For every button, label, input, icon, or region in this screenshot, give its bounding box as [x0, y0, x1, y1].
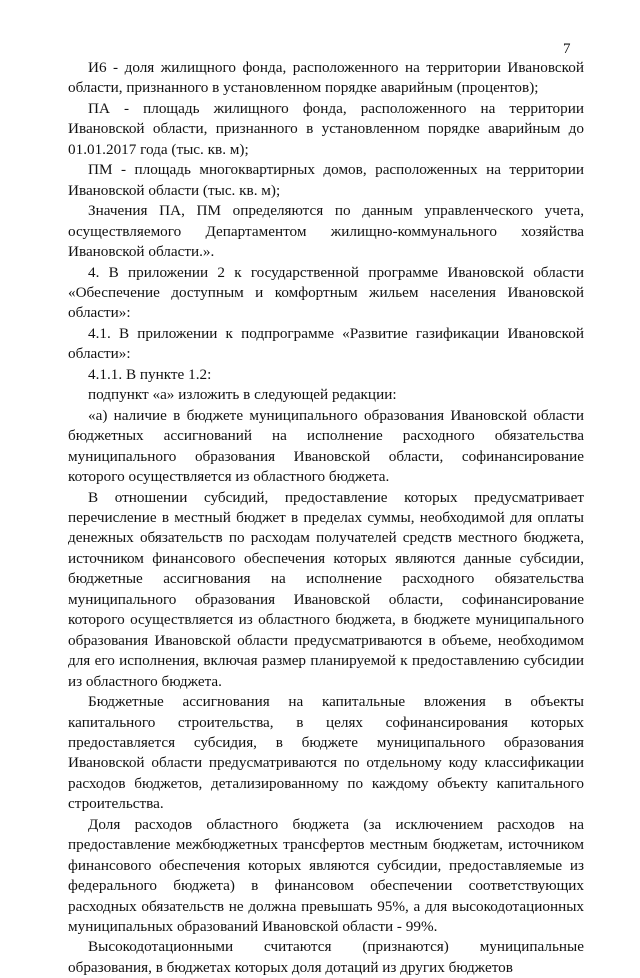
page-number: 7 [563, 41, 571, 57]
paragraph-i6-definition: И6 - доля жилищного фонда, расположенного на территории Ивановской области, признанного в установленном порядке аварийным (процентов); [68, 59, 584, 97]
paragraph-values-source: Значения ПА, ПМ определяются по данным управленческого учета, осуществляемого Департаментом жилищно-коммунального хозяйства Ивановской области.». [68, 202, 584, 261]
paragraph-pm-definition: ПМ - площадь многоквартирных домов, расположенных на территории Ивановской области (тыс. кв. м); [68, 161, 584, 199]
paragraph-capital-investments: Бюджетные ассигнования на капитальные вложения в объекты капитального строительства, в целях софинансирования которых предоставляется субсидия, в бюджете муниципального образования Ивановской области предусматриваются по отдельному коду классификации расходов бюджетов, детализированному по каждому объекту капитального строительства. [68, 693, 584, 813]
paragraph-item-4-1-1: 4.1.1. В пункте 1.2: [88, 365, 212, 383]
paragraph-subsidies: В отношении субсидий, предоставление которых предусматривает перечисление в местный бюджет в пределах суммы, необходимой для оплаты денежных обязательств по расходам получателей средств местного бюджета, источником финансового обеспечения которых являются данные субсидии, бюджетные ассигнования на исполнение расходного обязательства муниципального образования Ивановской области, софинансирование которого осуществляется из областного бюджета, в бюджете муниципального образования Ивановской области предусматриваются в объеме, необходимом для его исполнения, включая размер планируемой к предоставлению субсидии из областного бюджета. [68, 488, 584, 690]
paragraph-pa-definition: ПА - площадь жилищного фонда, расположенного на территории Ивановской области, признанного в установленном порядке аварийным до 01.01.2017 года (тыс. кв. м); [68, 99, 584, 158]
paragraph-item-4-1: 4.1. В приложении к подпрограмме «Развитие газификации Ивановской области»: [68, 324, 584, 363]
paragraph-subitem-a: «а) наличие в бюджете муниципального образования Ивановской области бюджетных ассигнований на исполнение расходного обязательства муниципального образования Ивановской области, софинансирование которого осуществляется из областного бюджета. [68, 406, 584, 486]
paragraph-high-subsidy: Высокодотационными считаются (признаются) муниципальные образования, в бюджетах которых доля дотаций из других бюджетов [68, 938, 584, 976]
document-body [68, 58, 584, 978]
paragraph-subitem-a-intro: подпункт «а» изложить в следующей редакции: [88, 386, 397, 404]
paragraph-item-4: 4. В приложении 2 к государственной программе Ивановской области «Обеспечение доступным и комфортным жильем населения Ивановской области»: [68, 263, 584, 322]
paragraph-expense-share: Доля расходов областного бюджета (за исключением расходов на предоставление межбюджетных трансфертов местным бюджетам, источником финансового обеспечения которых являются субсидии, предоставляемые из федерального бюджета) в финансовом обеспечении соответствующих расходных обязательств не должна превышать 95%, а для высокодотационных муниципальных образований Ивановской области - 99%. [68, 815, 584, 936]
